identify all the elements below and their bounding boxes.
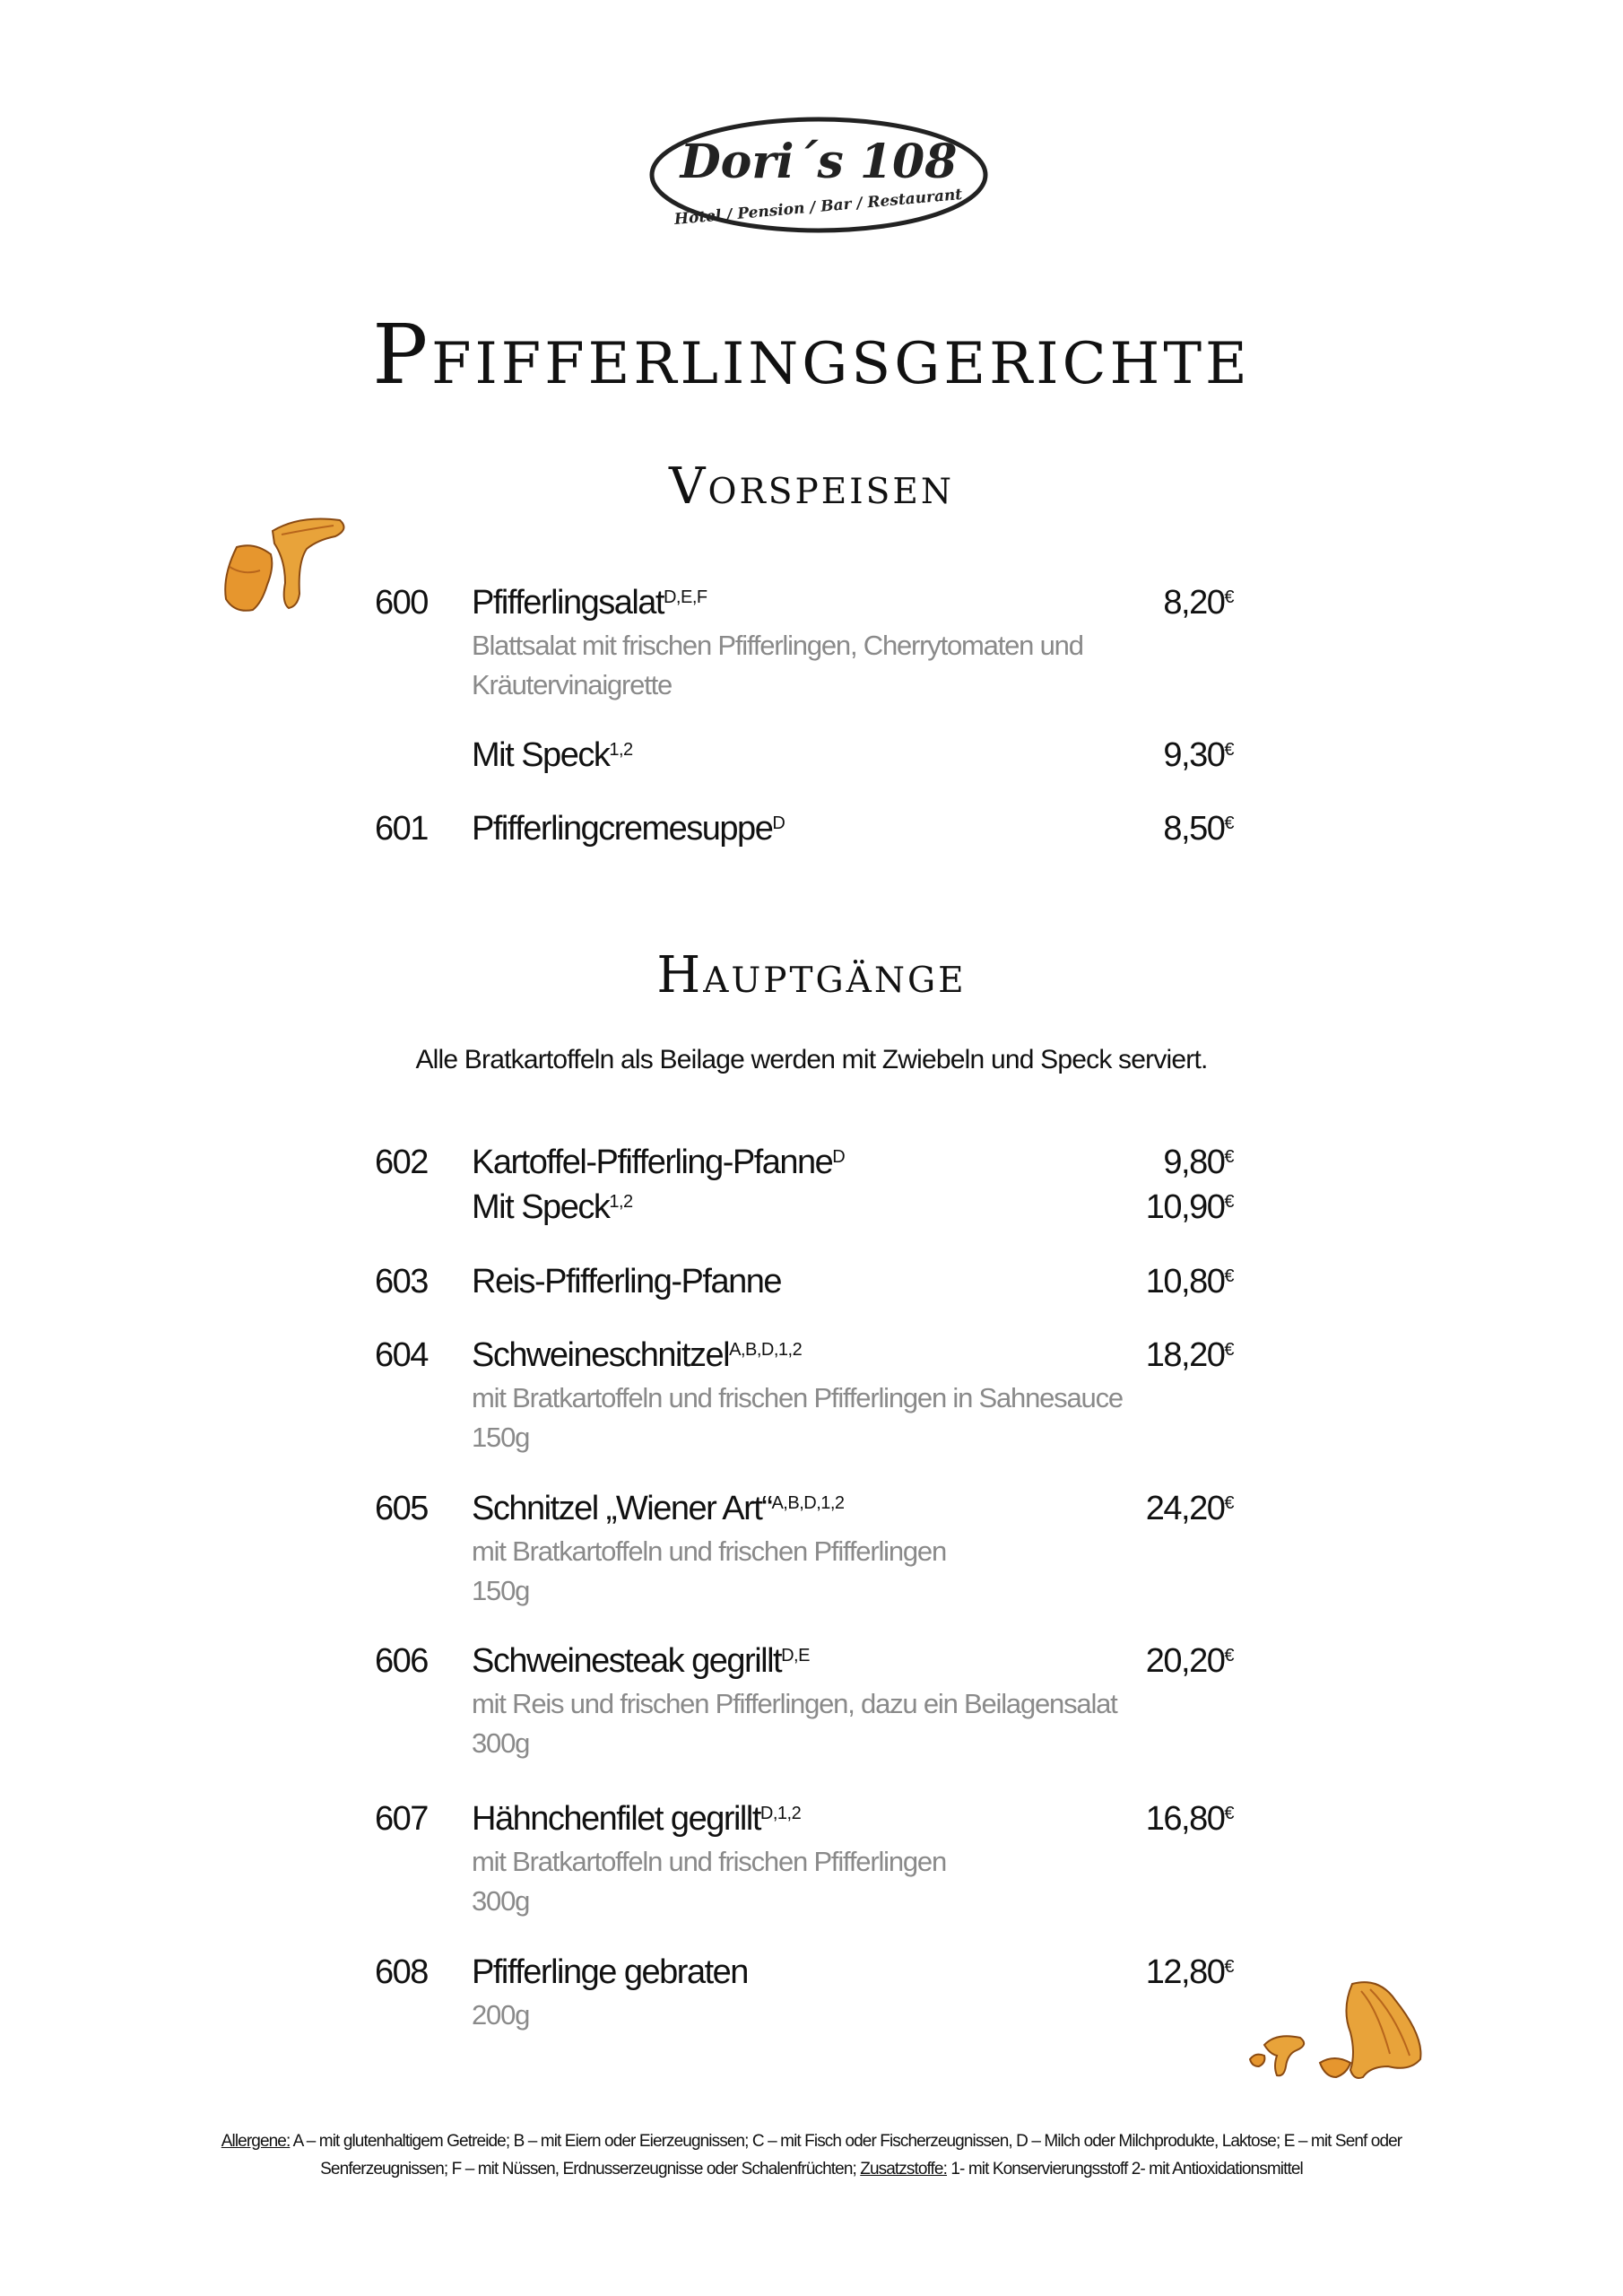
logo bbox=[647, 115, 990, 235]
item-price: 9,30€ bbox=[1163, 736, 1234, 774]
item-price: 12,80€ bbox=[1145, 1953, 1234, 1991]
item-number: 603 bbox=[375, 1263, 428, 1300]
item-name: Schnitzel „Wiener Art“$^{A,B,D,1,2}$ bbox=[472, 1490, 845, 1527]
page-title: Pfifferlingsgerichte bbox=[372, 307, 1251, 403]
item-description: mit Bratkartoffeln und frischen Pfifferlingen in Sahnesauce 150g bbox=[472, 1382, 1123, 1453]
allergen-footer bbox=[161, 2127, 1462, 2183]
item-name: Pfifferlingsalat$^{D,E,F}$ bbox=[472, 584, 707, 622]
item-price: 8,50€ bbox=[1163, 810, 1234, 848]
item-name: Schweinesteak gegrillt$^{D,E}$ bbox=[472, 1642, 810, 1680]
item-name: Mit Speck$^{1,2}$ bbox=[472, 1188, 633, 1226]
logo-name: Dori´s 108 bbox=[680, 135, 958, 189]
section-title-vorspeisen: Vorspeisen bbox=[669, 457, 954, 516]
item-description: Blattsalat mit frischen Pfifferlingen, Cherrytomaten und Kräutervinaigrette bbox=[472, 630, 1083, 700]
item-name: Schweineschnitzel$^{A,B,D,1,2}$ bbox=[472, 1336, 803, 1374]
section-title-hauptgaenge: Hauptgänge bbox=[656, 946, 967, 1004]
item-price: 9,80€ bbox=[1163, 1144, 1234, 1181]
item-price: 8,20€ bbox=[1163, 584, 1234, 622]
item-name: Mit Speck$^{1,2}$ bbox=[472, 736, 633, 774]
item-allergens: 1,2 bbox=[609, 740, 633, 760]
item-allergens: D bbox=[832, 1147, 846, 1167]
item-number: 605 bbox=[375, 1490, 428, 1527]
chanterelle-mushroom-icon bbox=[219, 513, 353, 625]
section-note: Alle Bratkartoffeln als Beilage werden mit Zwiebeln und Speck serviert. bbox=[415, 1045, 1208, 1074]
additive-label: Zusatzstoffe: bbox=[860, 2160, 947, 2179]
item-description: 200g bbox=[472, 1999, 530, 2031]
item-description: mit Bratkartoffeln und frischen Pfifferlingen 300g bbox=[472, 1846, 946, 1917]
item-number: 602 bbox=[375, 1144, 428, 1181]
item-allergens: D,1,2 bbox=[759, 1804, 802, 1823]
item-price: 16,80€ bbox=[1145, 1800, 1234, 1838]
item-price: 18,20€ bbox=[1145, 1336, 1234, 1374]
item-allergens: D bbox=[772, 813, 785, 833]
item-allergens: D,E bbox=[781, 1646, 810, 1665]
allergen-text: A – mit glutenhaltigem Getreide; B – mit Eiern oder Eierzeugnissen; C – mit Fisch oder Fischerzeugnissen, D – Milch oder Milchprodukte, Laktose; E – mit Senf oder Senferzeugnissen; F – mit Nüssen, Erdnusserzeugnisse oder Schalenfrüchten; bbox=[290, 2132, 1402, 2179]
item-number: 606 bbox=[375, 1642, 428, 1680]
item-price: 24,20€ bbox=[1145, 1490, 1234, 1527]
item-number: 601 bbox=[375, 810, 428, 848]
item-name: Hähnchenfilet gegrillt$^{D,1,2}$ bbox=[472, 1800, 802, 1838]
item-number: 607 bbox=[375, 1800, 428, 1838]
item-description: mit Reis und frischen Pfifferlingen, dazu ein Beilagensalat 300g bbox=[472, 1688, 1117, 1759]
item-allergens: A,B,D,1,2 bbox=[729, 1340, 803, 1360]
item-allergens: 1,2 bbox=[609, 1192, 633, 1212]
item-price: 10,80€ bbox=[1145, 1263, 1234, 1300]
chanterelle-mushroom-icon bbox=[1245, 1973, 1433, 2090]
item-name: Reis-Pfifferling-Pfanne bbox=[472, 1263, 781, 1300]
item-number: 608 bbox=[375, 1953, 428, 1991]
item-price: 10,90€ bbox=[1145, 1188, 1234, 1226]
item-name: Kartoffel-Pfifferling-Pfanne$^D$ bbox=[472, 1144, 846, 1181]
item-name: Pfifferlinge gebraten bbox=[472, 1953, 748, 1991]
additive-text: 1- mit Konservierungsstoff 2- mit Antioxidationsmittel bbox=[946, 2160, 1303, 2179]
item-number: 604 bbox=[375, 1336, 428, 1374]
item-allergens: A,B,D,1,2 bbox=[771, 1493, 845, 1513]
item-description: mit Bratkartoffeln und frischen Pfifferlingen 150g bbox=[472, 1535, 946, 1606]
item-name: Pfifferlingcremesuppe$^D$ bbox=[472, 810, 785, 848]
logo-tagline: Hotel / Pension / Bar / Restaurant bbox=[673, 186, 963, 230]
allergen-label: Allergene: bbox=[221, 2132, 291, 2151]
item-number: 600 bbox=[375, 584, 428, 622]
item-price: 20,20€ bbox=[1145, 1642, 1234, 1680]
item-allergens: D,E,F bbox=[663, 587, 707, 607]
